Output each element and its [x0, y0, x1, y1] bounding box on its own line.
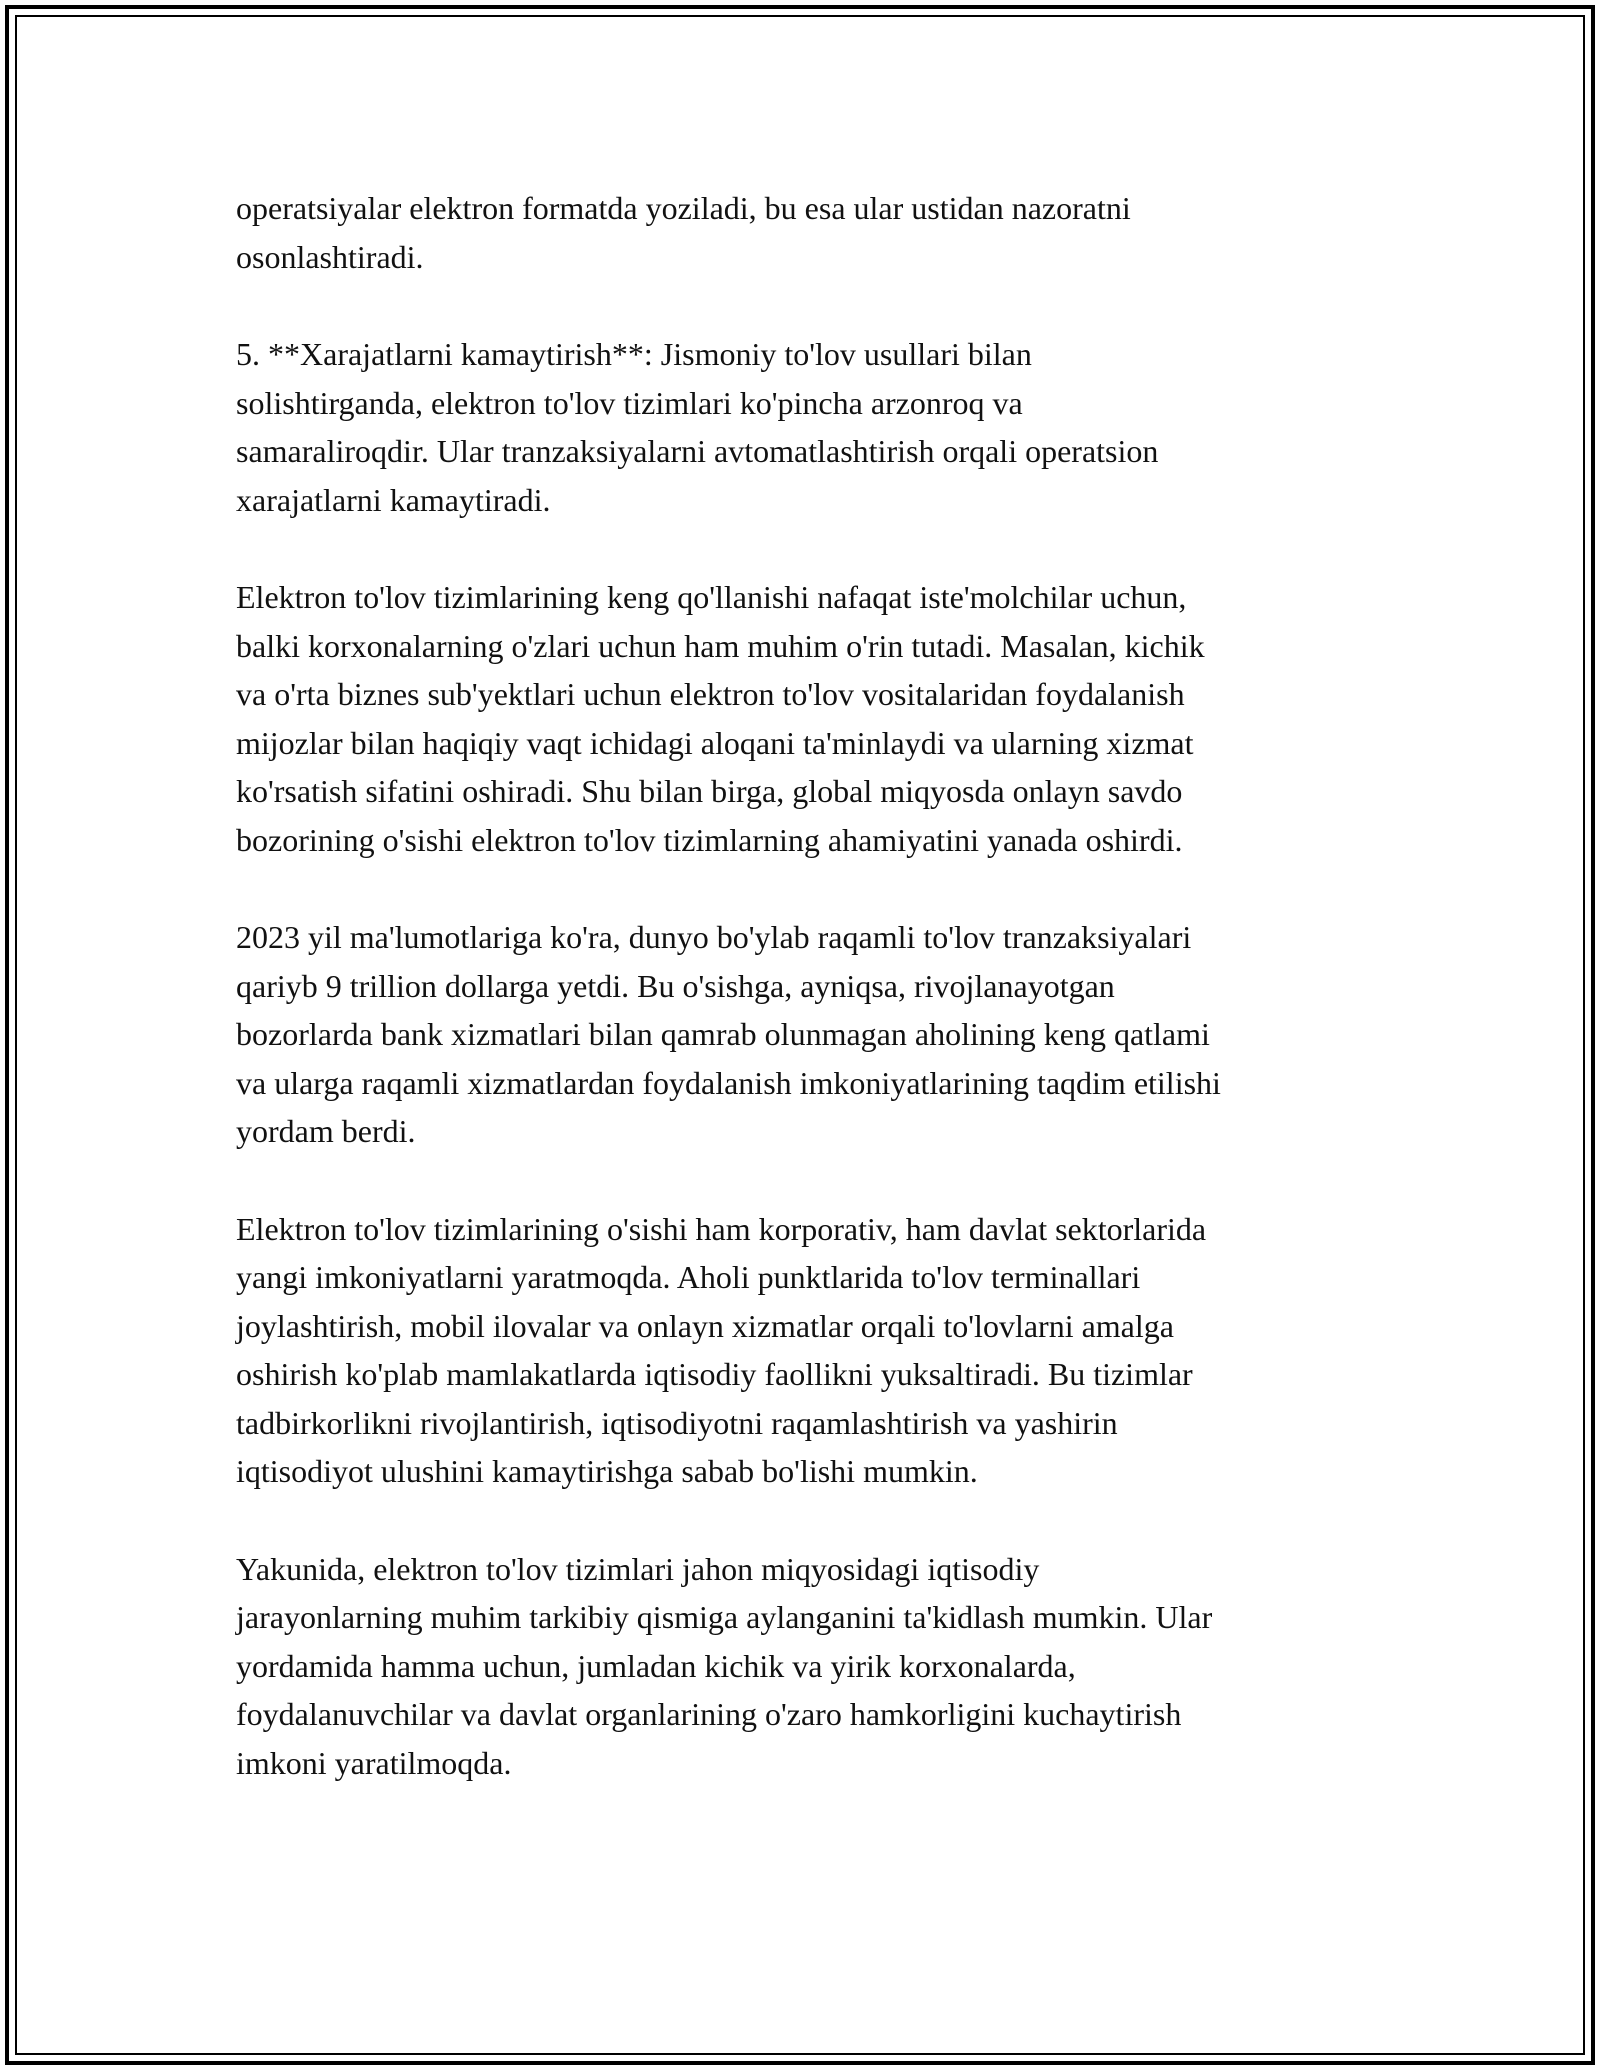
- paragraph-operations-continuation: operatsiyalar elektron formatda yoziladi, bu esa ular ustidan nazoratni osonlashtiradi.: [236, 190, 1131, 275]
- paragraph-wide-adoption: Elektron to'lov tizimlarining keng qo'llanishi nafaqat iste'molchilar uchun, balki korxonalarning o'zlari uchun ham muhim o'rin tutadi. Masalan, kichik va o'rta biznes sub'yektlari uchun elektron to'lov vositalaridan foydalanish mijozlar bilan haqiqiy vaqt ichidagi aloqani ta'minlaydi va ularning xizmat ko'rsatish sifatini oshiradi. Shu bilan birga, global miqyosda onlayn savdo bozorining o'sishi elektron to'lov tizimlarning ahamiyatini yanada oshirdi.: [236, 579, 1205, 858]
- paragraph-cost-reduction: 5. **Xarajatlarni kamaytirish**: Jismoniy to'lov usullari bilan solishtirganda, elektron to'lov tizimlari ko'pincha arzonroq va samaraliroqdir. Ular tranzaksiyalarni avtomatlashtirish orqali operatsion xarajatlarni kamaytiradi.: [236, 336, 1159, 518]
- paragraph-conclusion: Yakunida, elektron to'lov tizimlari jahon miqyosidagi iqtisodiy jarayonlarning muhim tarkibiy qismiga aylanganini ta'kidlash mumkin. Ular yordamida hamma uchun, jumladan kichik va yirik korxonalarda, foydalanuvchilar va davlat organlarining o'zaro hamkorligini kuchaytirish imkoni yaratilmoqda.: [236, 1550, 1213, 1781]
- paragraph-2023-statistics: 2023 yil ma'lumotlariga ko'ra, dunyo bo'ylab raqamli to'lov tranzaksiyalari qariyb 9 trillion dollarga yetdi. Bu o'sishga, ayniqsa, rivojlanayotgan bozorlarda bank xizmatlari bilan qamrab olunmagan aholining keng qatlami va ularga raqamli xizmatlardan foydalanish imkoniyatlarining taqdim etilishi yordam berdi.: [236, 919, 1221, 1149]
- document-body: [236, 184, 1386, 1836]
- paragraph-growth-opportunities: Elektron to'lov tizimlarining o'sishi ham korporativ, ham davlat sektorlarida yangi imkoniyatlarni yaratmoqda. Aholi punktlarida to'lov terminallari joylashtirish, mobil ilovalar va onlayn xizmatlar orqali to'lovlarni amalga oshirish ko'plab mamlakatlarda iqtisodiy faollikni yuksaltiradi. Bu tizimlar tadbirkorlikni rivojlantirish, iqtisodiyotni raqamlashtirish va yashirin iqtisodiyot ulushini kamaytirishga sabab bo'lishi mumkin.: [236, 1210, 1207, 1489]
